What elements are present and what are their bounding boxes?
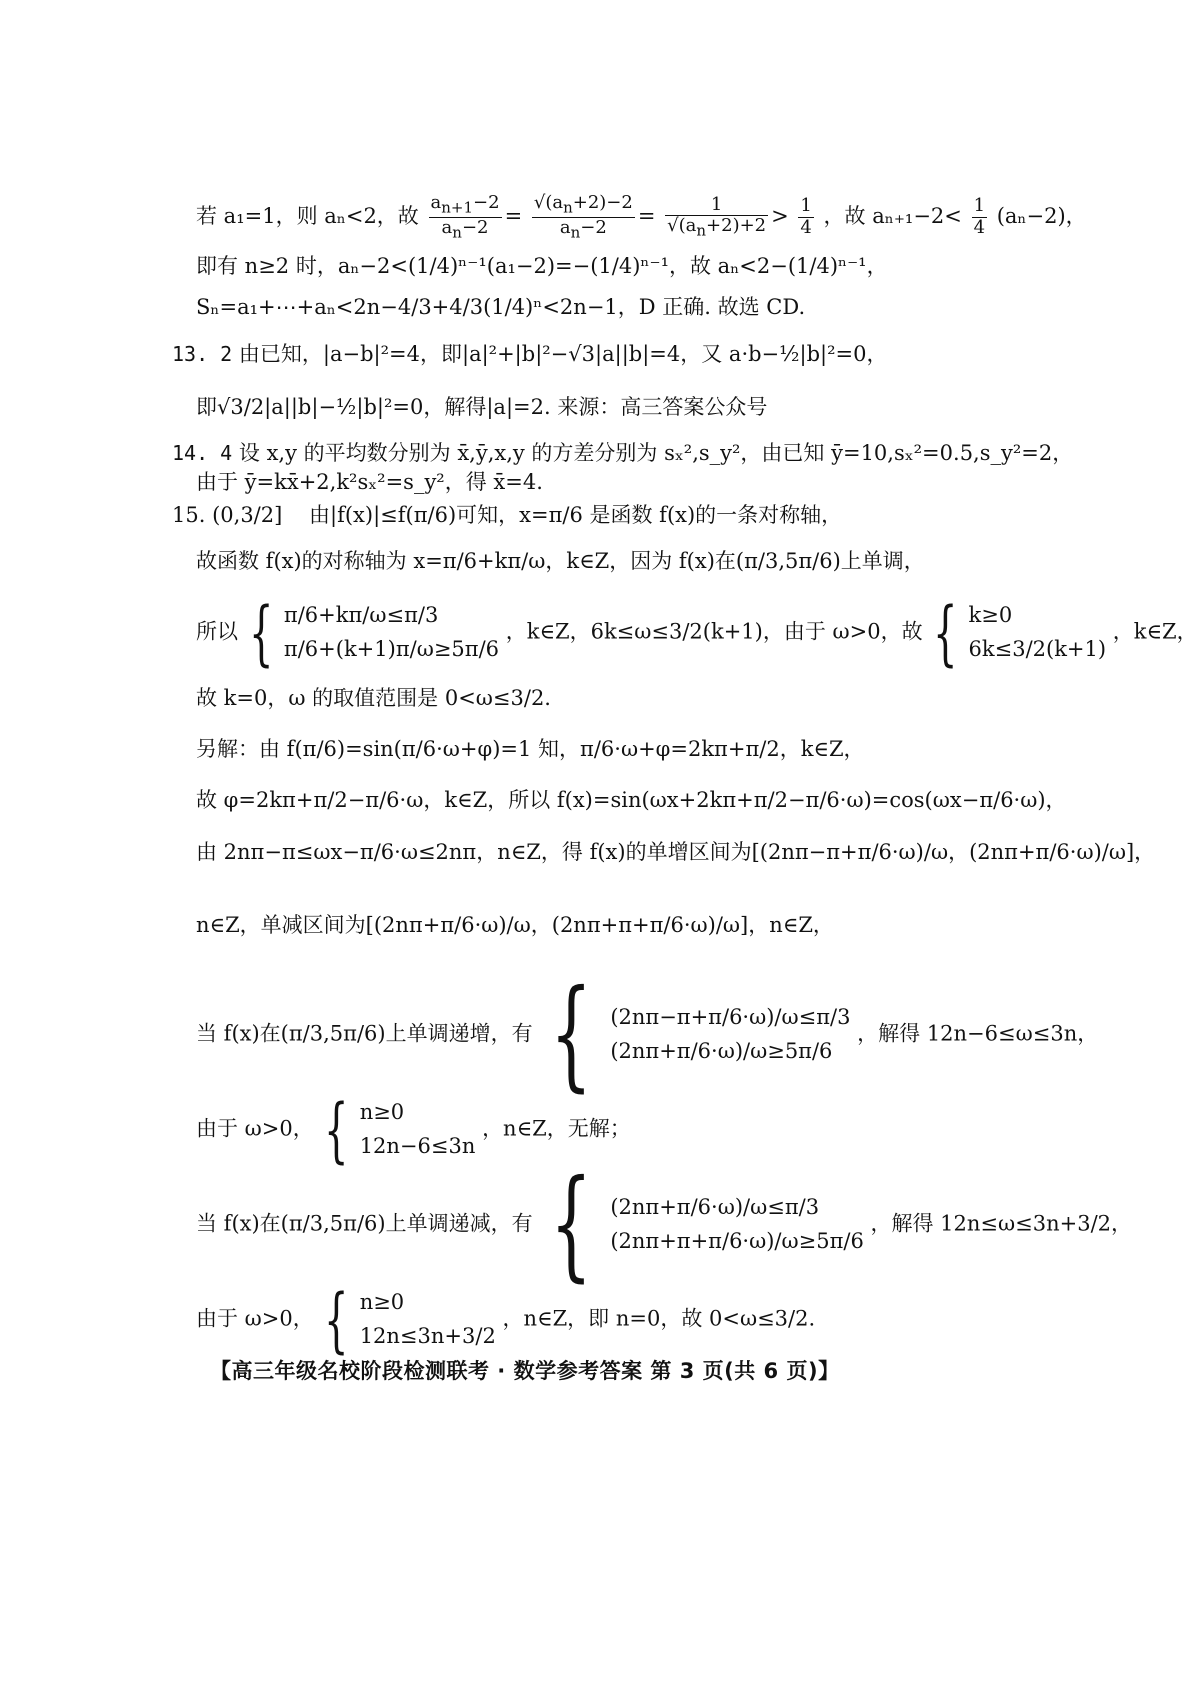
q15-line-3-prefix: 所以 xyxy=(196,619,238,644)
q12-fraction-1: $\frac{a_{n+1}-2}{a_n-2}$ xyxy=(430,192,500,242)
q15-alt-7-prefix: 当 f(x)在(π/3,5π/6)上单调递减，有 xyxy=(196,1211,533,1236)
q15-alt-8-suffix: ，n∈Z，即 n=0，故 0<ω≤3/2. xyxy=(502,1306,816,1331)
q13-text-1: 由已知，|a−b|²=4，即|a|²+|b|²−√3|a||b|=4，又 a·b−½|b|²=0， xyxy=(238,342,888,366)
q15-alt-7-case-1: (2nπ+π/6·ω)/ω≤π/3 xyxy=(610,1195,820,1220)
q15-alt-8-prefix: 由于 ω>0， xyxy=(196,1306,314,1331)
q12-line-3: Sₙ=a₁+⋯+aₙ<2n−4/3+4/3(1/4)ⁿ<2n−1，D 正确. 故选 CD. xyxy=(196,295,806,319)
q15-line-1 xyxy=(172,503,842,528)
q12-line-2: 即有 n≥2 时，aₙ−2<(1/4)ⁿ⁻¹(a₁−2)=−(1/4)ⁿ⁻¹，故 aₙ<2−(1/4)ⁿ⁻¹， xyxy=(196,254,888,278)
q13-line-1 xyxy=(172,342,887,367)
q14-number: 14. 4 xyxy=(172,441,233,465)
q15-alt-5-prefix: 当 f(x)在(π/3,5π/6)上单调递增，有 xyxy=(196,1021,533,1046)
q15-line-3-mid: ，k∈Z，6k≤ω≤3/2(k+1)，由于 ω>0，故 xyxy=(505,619,923,644)
q15-alt-6-cases xyxy=(360,1096,476,1163)
q15-number: 15. xyxy=(172,503,206,527)
q12-fraction-2: $\frac{√(a_n+2)-2}{a_n-2}$ xyxy=(533,192,633,242)
q13-line-2 xyxy=(196,395,767,420)
q15-alt-5 xyxy=(196,965,1099,1104)
q12-fraction-4: $\frac{1}{4}$ xyxy=(800,195,812,238)
q15-alt-5-suffix: ，解得 12n−6≤ω≤3n， xyxy=(857,1021,1099,1046)
q12-line-1-text-a: 若 a₁=1，则 aₙ<2，故 xyxy=(196,203,419,228)
left-brace-icon: { xyxy=(324,1089,349,1171)
q15-alt-5-case-2: (2nπ+π/6·ω)/ω≥5π/6 xyxy=(610,1039,833,1063)
q15-alt-8-case-1: n≥0 xyxy=(359,1290,405,1315)
q14-line-1 xyxy=(172,441,1073,466)
source-note: 来源：高三答案公众号 xyxy=(557,395,768,419)
q15-cases-1 xyxy=(284,599,499,666)
q15-case-3: k≥0 xyxy=(968,603,1013,628)
q12-line-1: 若 a₁=1，则 aₙ<2，故 $\frac{a_{n+1}-2}{a_n-2}$ = $\frac{√(a_n+2)-2}{a_n-2}$ = $\frac{1}{√(a_n+2)+2}$ > $\frac{1}{4}$ ，故 aₙ₊₁−2< $\frac{1}{4}$ (aₙ−2)， xyxy=(196,192,1087,242)
q15-line-3 xyxy=(196,592,1198,674)
q15-alt-8 xyxy=(196,1279,816,1361)
left-brace-icon: { xyxy=(248,592,274,674)
q14-line-2: 由于 ȳ=kx̄+2,k²sₓ²=s_y²，得 x̄=4. xyxy=(196,470,543,494)
q15-cases-2 xyxy=(969,599,1107,666)
q15-case-2: π/6+(k+1)π/ω≥5π/6 xyxy=(283,637,500,661)
q15-answer: (0,3/2] xyxy=(212,503,283,527)
q15-alt-3: 由 2nπ−π≤ωx−π/6·ω≤2nπ，n∈Z，得 f(x)的单增区间为[(2nπ−π+π/6·ω)/ω，(2nπ+π/6·ω)/ω]， xyxy=(196,840,1156,864)
q15-alt-2: 故 φ=2kπ+π/2−π/6·ω，k∈Z，所以 f(x)=sin(ωx+2kπ+π/2−π/6·ω)=cos(ωx−π/6·ω)， xyxy=(196,788,1067,812)
page-footer: 【高三年级名校阶段检测联考 · 数学参考答案 第 3 页(共 6 页)】 xyxy=(210,1359,840,1383)
q15-text-1: 由|f(x)|≤f(π/6)可知，x=π/6 是函数 f(x)的一条对称轴， xyxy=(309,503,843,527)
left-brace-icon: { xyxy=(550,965,593,1104)
q15-alt-6-case-1: n≥0 xyxy=(359,1100,405,1125)
q15-alt-8-cases xyxy=(360,1286,496,1353)
q15-case-4: 6k≤3/2(k+1) xyxy=(968,637,1107,661)
q12-line-1-text-c: (aₙ−2)， xyxy=(996,203,1087,228)
left-brace-icon: { xyxy=(324,1279,349,1361)
q13-text-2: 即√3/2|a||b|−½|b|²=0，解得|a|=2. xyxy=(196,395,551,419)
q15-alt-7-suffix: ，解得 12n≤ω≤3n+3/2， xyxy=(870,1211,1133,1236)
q15-alt-7 xyxy=(196,1155,1133,1294)
q15-alt-6-prefix: 由于 ω>0， xyxy=(196,1116,314,1141)
q15-alt-6-suffix: ，n∈Z，无解； xyxy=(482,1116,631,1141)
q15-alt-8-case-2: 12n≤3n+3/2 xyxy=(359,1324,496,1348)
left-brace-icon: { xyxy=(550,1155,593,1294)
q15-alt-5-cases xyxy=(610,1001,850,1068)
q12-line-1-text-b: ，故 aₙ₊₁−2< xyxy=(823,203,962,228)
q15-alt-6-case-2: 12n−6≤3n xyxy=(359,1134,476,1158)
q15-alt-1: 另解：由 f(π/6)=sin(π/6·ω+φ)=1 知，π/6·ω+φ=2kπ+π/2，k∈Z， xyxy=(196,737,865,761)
q14-text-1: 设 x,y 的平均数分别为 x̄,ȳ,x,y 的方差分别为 sₓ²,s_y²，由已知 ȳ=10,sₓ²=0.5,s_y²=2， xyxy=(238,441,1074,465)
q15-alt-4: n∈Z，单减区间为[(2nπ+π/6·ω)/ω，(2nπ+π+π/6·ω)/ω]，n∈Z， xyxy=(196,913,834,937)
left-brace-icon: { xyxy=(933,592,958,674)
q15-line-3-suffix: ，k∈Z， xyxy=(1112,619,1198,644)
q15-line-2: 故函数 f(x)的对称轴为 x=π/6+kπ/ω，k∈Z，因为 f(x)在(π/3,5π/6)上单调， xyxy=(196,549,925,573)
q12-fraction-5: $\frac{1}{4}$ xyxy=(973,195,986,238)
q15-alt-7-case-2: (2nπ+π+π/6·ω)/ω≥5π/6 xyxy=(610,1229,864,1253)
q12-fraction-3: $\frac{1}{√(a_n+2)+2}$ xyxy=(667,193,767,240)
q15-case-1: π/6+kπ/ω≤π/3 xyxy=(283,603,439,628)
q15-line-4: 故 k=0，ω 的取值范围是 0<ω≤3/2. xyxy=(196,686,551,710)
q15-alt-7-cases xyxy=(610,1191,864,1258)
q15-alt-5-case-1: (2nπ−π+π/6·ω)/ω≤π/3 xyxy=(610,1005,851,1030)
q13-number: 13. 2 xyxy=(172,342,233,366)
